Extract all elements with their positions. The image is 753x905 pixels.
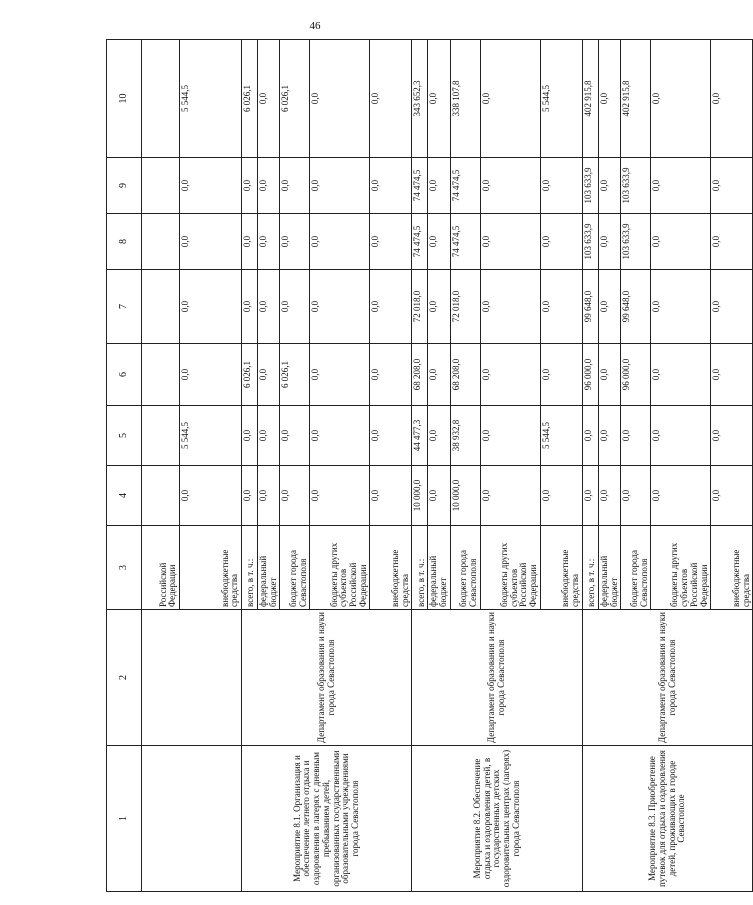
value-cell: 0,0	[540, 344, 582, 406]
activity-cell: Мероприятие 8.3. Приобретение путевок для отдыха и оздоровления детей, проживающих в городе Севастополе	[582, 746, 752, 892]
value-cell: 0,0	[242, 406, 258, 466]
funding-source-cell: бюджеты других субъектов Российской Федерации	[651, 526, 711, 610]
funding-source-cell: всего, в т. ч.:	[412, 526, 428, 610]
funding-source-cell: бюджеты других субъектов Российской Федерации	[310, 526, 370, 610]
value-cell: 0,0	[428, 158, 450, 214]
value-cell: 0,0	[711, 344, 753, 406]
value-cell: 103 633,9	[621, 214, 651, 270]
value-cell: 0,0	[480, 40, 540, 158]
value-cell	[142, 158, 180, 214]
funding-source-cell: всего, в т. ч.:	[242, 526, 258, 610]
executor-cell: Департамент образования и науки города Севастополя	[242, 610, 412, 746]
value-cell: 0,0	[280, 158, 310, 214]
value-cell: 0,0	[598, 40, 620, 158]
value-cell: 0,0	[480, 406, 540, 466]
value-cell: 0,0	[258, 40, 280, 158]
value-cell: 0,0	[180, 466, 242, 526]
header-cell: 9	[107, 158, 142, 214]
value-cell: 0,0	[258, 158, 280, 214]
header-cell: 3	[107, 526, 142, 610]
value-cell: 103 633,9	[582, 158, 598, 214]
value-cell: 0,0	[310, 466, 370, 526]
value-cell: 6 026,1	[280, 40, 310, 158]
value-cell: 0,0	[480, 270, 540, 344]
value-cell: 0,0	[310, 40, 370, 158]
value-cell: 0,0	[598, 344, 620, 406]
value-cell: 0,0	[598, 158, 620, 214]
executor-cell	[142, 610, 242, 746]
value-cell: 0,0	[242, 270, 258, 344]
value-cell: 0,0	[280, 270, 310, 344]
value-cell: 0,0	[582, 406, 598, 466]
header-cell: 8	[107, 214, 142, 270]
funding-source-cell: Российской Федерации	[142, 526, 180, 610]
value-cell: 0,0	[242, 158, 258, 214]
value-cell: 0,0	[180, 270, 242, 344]
header-row	[107, 40, 142, 892]
rotated-table-wrapper	[106, 40, 751, 892]
value-cell: 5 544,5	[540, 406, 582, 466]
header-cell: 2	[107, 610, 142, 746]
funding-source-cell: всего, в т. ч.:	[582, 526, 598, 610]
funding-source-cell: внебюджетные средства	[370, 526, 412, 610]
value-cell: 0,0	[428, 406, 450, 466]
executor-cell: Департамент образования и науки города Севастополя	[412, 610, 582, 746]
value-cell: 0,0	[370, 466, 412, 526]
value-cell: 0,0	[651, 40, 711, 158]
value-cell: 0,0	[370, 158, 412, 214]
value-cell: 103 633,9	[582, 214, 598, 270]
value-cell: 0,0	[428, 344, 450, 406]
value-cell: 0,0	[621, 406, 651, 466]
value-cell: 6 026,1	[242, 40, 258, 158]
value-cell: 0,0	[621, 466, 651, 526]
value-cell: 0,0	[180, 158, 242, 214]
value-cell: 0,0	[258, 344, 280, 406]
funding-source-cell: бюджет города Севастополя	[621, 526, 651, 610]
activity-cell: Мероприятие 8.2. Обеспечение отдыха и оздоровления детей, в государственных детских оздоровительных центрах (лагерях) города Севастополя	[412, 746, 582, 892]
funding-source-cell: федеральный бюджет	[428, 526, 450, 610]
value-cell: 0,0	[711, 466, 753, 526]
value-cell: 0,0	[370, 406, 412, 466]
funding-source-cell: бюджет города Севастополя	[280, 526, 310, 610]
value-cell: 10 000,0	[450, 466, 480, 526]
value-cell	[142, 214, 180, 270]
value-cell: 68 208,0	[450, 344, 480, 406]
value-cell: 0,0	[310, 158, 370, 214]
value-cell: 0,0	[540, 466, 582, 526]
value-cell: 0,0	[651, 466, 711, 526]
value-cell: 0,0	[428, 270, 450, 344]
value-cell	[142, 406, 180, 466]
value-cell: 0,0	[280, 466, 310, 526]
funding-source-cell: внебюджетные средства	[540, 526, 582, 610]
value-cell: 0,0	[370, 40, 412, 158]
value-cell: 96 000,0	[621, 344, 651, 406]
header-cell: 5	[107, 406, 142, 466]
header-cell: 4	[107, 466, 142, 526]
value-cell: 0,0	[598, 466, 620, 526]
value-cell: 5 544,5	[180, 406, 242, 466]
value-cell: 0,0	[480, 214, 540, 270]
executor-cell: Департамент образования и науки города Севастополя	[582, 610, 752, 746]
value-cell: 0,0	[180, 344, 242, 406]
value-cell: 74 474,5	[450, 158, 480, 214]
value-cell: 0,0	[428, 466, 450, 526]
value-cell: 0,0	[310, 214, 370, 270]
value-cell: 0,0	[711, 270, 753, 344]
value-cell: 0,0	[480, 158, 540, 214]
value-cell: 0,0	[598, 406, 620, 466]
value-cell	[142, 270, 180, 344]
value-cell: 0,0	[540, 270, 582, 344]
funding-source-cell: внебюджетные средства	[180, 526, 242, 610]
value-cell: 0,0	[258, 406, 280, 466]
value-cell: 0,0	[480, 466, 540, 526]
value-cell: 0,0	[258, 270, 280, 344]
value-cell: 0,0	[370, 344, 412, 406]
value-cell: 0,0	[370, 270, 412, 344]
value-cell: 72 018,0	[412, 270, 428, 344]
funding-table	[106, 39, 753, 892]
value-cell: 6 026,1	[242, 344, 258, 406]
value-cell: 6 026,1	[280, 344, 310, 406]
value-cell: 0,0	[651, 344, 711, 406]
value-cell: 0,0	[711, 214, 753, 270]
value-cell: 0,0	[651, 158, 711, 214]
value-cell: 74 474,5	[412, 158, 428, 214]
value-cell: 0,0	[480, 344, 540, 406]
funding-source-cell: внебюджетные средства	[711, 526, 753, 610]
value-cell	[142, 466, 180, 526]
value-cell: 68 208,0	[412, 344, 428, 406]
value-cell: 0,0	[310, 270, 370, 344]
value-cell: 10 000,0	[412, 466, 428, 526]
value-cell: 0,0	[711, 158, 753, 214]
value-cell: 338 107,8	[450, 40, 480, 158]
value-cell: 0,0	[242, 214, 258, 270]
header-cell: 7	[107, 270, 142, 344]
value-cell	[142, 40, 180, 158]
value-cell: 99 648,0	[621, 270, 651, 344]
table-row	[142, 40, 180, 892]
value-cell: 0,0	[428, 214, 450, 270]
value-cell: 0,0	[180, 214, 242, 270]
value-cell: 0,0	[370, 214, 412, 270]
value-cell: 38 932,8	[450, 406, 480, 466]
value-cell: 402 915,8	[621, 40, 651, 158]
value-cell: 44 477,3	[412, 406, 428, 466]
value-cell: 0,0	[651, 214, 711, 270]
value-cell: 0,0	[242, 466, 258, 526]
value-cell: 0,0	[428, 40, 450, 158]
value-cell: 5 544,5	[180, 40, 242, 158]
page-number: 46	[309, 20, 321, 32]
value-cell: 0,0	[651, 270, 711, 344]
funding-source-cell: бюджет города Севастополя	[450, 526, 480, 610]
table-row	[412, 40, 428, 892]
value-cell: 402 915,8	[582, 40, 598, 158]
activity-cell	[142, 746, 242, 892]
header-cell: 6	[107, 344, 142, 406]
value-cell: 0,0	[598, 270, 620, 344]
value-cell: 0,0	[582, 466, 598, 526]
value-cell: 0,0	[598, 214, 620, 270]
funding-source-cell: бюджеты других субъектов Российской Федерации	[480, 526, 540, 610]
value-cell: 0,0	[651, 406, 711, 466]
value-cell: 103 633,9	[621, 158, 651, 214]
value-cell: 74 474,5	[450, 214, 480, 270]
value-cell: 0,0	[711, 40, 753, 158]
value-cell: 0,0	[540, 158, 582, 214]
value-cell	[142, 344, 180, 406]
funding-source-cell: федеральный бюджет	[258, 526, 280, 610]
value-cell: 343 652,3	[412, 40, 428, 158]
value-cell: 0,0	[310, 344, 370, 406]
value-cell: 0,0	[258, 466, 280, 526]
value-cell: 99 648,0	[582, 270, 598, 344]
value-cell: 72 018,0	[450, 270, 480, 344]
value-cell: 0,0	[540, 214, 582, 270]
value-cell: 0,0	[310, 406, 370, 466]
value-cell: 0,0	[280, 214, 310, 270]
table-row	[242, 40, 258, 892]
activity-cell: Мероприятие 8.1. Организация и обеспечение летнего отдыха и оздоровления в лагерях с дневным пребыванием детей, организованных государственными образовательными учреждениями города Севастополя	[242, 746, 412, 892]
header-cell: 1	[107, 746, 142, 892]
value-cell: 5 544,5	[540, 40, 582, 158]
table-row	[582, 40, 598, 892]
value-cell: 0,0	[280, 406, 310, 466]
value-cell: 74 474,5	[412, 214, 428, 270]
value-cell: 0,0	[711, 406, 753, 466]
value-cell: 96 000,0	[582, 344, 598, 406]
funding-source-cell: федеральный бюджет	[598, 526, 620, 610]
rotated-page-area	[106, 40, 751, 892]
header-cell: 10	[107, 40, 142, 158]
value-cell: 0,0	[258, 214, 280, 270]
